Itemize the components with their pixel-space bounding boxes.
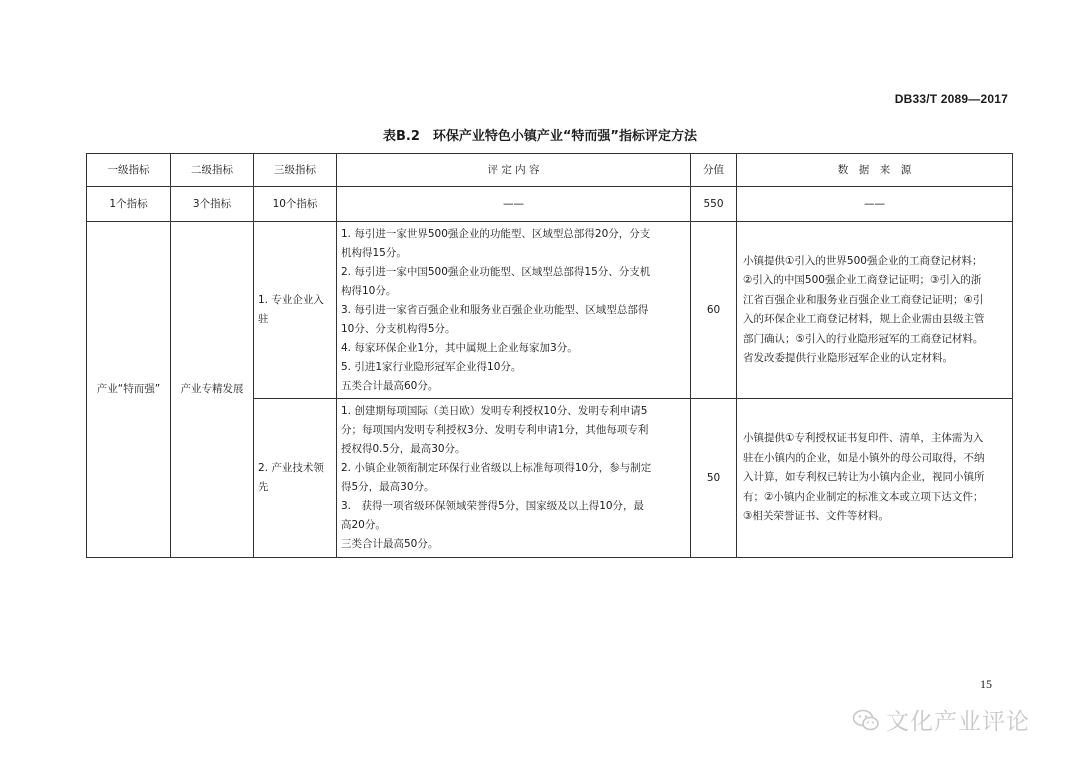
- count-content: ——: [337, 187, 691, 222]
- source-cell: [737, 399, 1013, 558]
- content-line: 1. 每引进一家世界500强企业的功能型、区域型总部得20分，分支: [341, 227, 651, 240]
- count-level3: 10个指标: [254, 187, 337, 222]
- header-level3: 三级指标: [254, 154, 337, 187]
- level1-cell: 产业“特而强”: [87, 222, 171, 558]
- table-title: 表B.2 环保产业特色小镇产业“特而强”指标评定方法: [383, 129, 697, 144]
- level3-line: 2. 产业技术领: [258, 462, 324, 474]
- level3-cell: [254, 222, 337, 399]
- source-line: 省发改委提供行业隐形冠军企业的认定材料。: [743, 352, 953, 364]
- document-code: DB33/T 2089—2017: [894, 92, 1008, 106]
- page-number: 15: [980, 677, 992, 691]
- content-line: 得5分，最高30分。: [341, 481, 435, 493]
- header-content: 评 定 内 容: [337, 154, 691, 187]
- content-line: 5. 引进1家行业隐形冠军企业得10分。: [341, 360, 522, 373]
- table-row: [87, 222, 1013, 399]
- content-line: 2. 小镇企业领衔制定环保行业省级以上标准每项得10分，参与制定: [341, 462, 652, 474]
- wechat-icon: [852, 708, 880, 732]
- header-level2: 二级指标: [171, 154, 254, 187]
- content-line: 4. 每家环保企业1分，其中属规上企业每家加3分。: [341, 341, 578, 354]
- content-line: 高20分。: [341, 519, 386, 531]
- source-line: ②引入的中国500强企业工商登记证明；③引入的浙: [743, 274, 982, 286]
- header-score: 分值: [691, 154, 737, 187]
- score-cell: 60: [691, 222, 737, 399]
- header-level1: 一级指标: [87, 154, 171, 187]
- content-cell: [337, 399, 691, 558]
- level2-cell: 产业专精发展: [171, 222, 254, 558]
- content-line: 五类合计最高60分。: [341, 379, 439, 392]
- content-line: 授权得0.5分，最高30分。: [341, 443, 466, 455]
- content-line: 分；每项国内发明专利授权3分、发明专利申请1分，其他每项专利: [341, 424, 649, 436]
- source-line: ③相关荣誉证书、文件等材料。: [743, 510, 889, 523]
- content-line: 3. 每引进一家省百强企业和服务业百强企业功能型、区域型总部得: [341, 303, 649, 316]
- source-line: 小镇提供①专利授权证书复印件、清单，主体需为入: [743, 432, 984, 445]
- content-line: 构得10分。: [341, 284, 397, 297]
- content-line: 2. 每引进一家中国500强企业功能型、区域型总部得15分、分支机: [341, 265, 651, 278]
- source-line: 驻在小镇内的企业，如是小镇外的母公司取得，不纳: [743, 451, 985, 464]
- source-line: 入计算，如专利权已转让为小镇内企业，视同小镇所: [743, 471, 985, 484]
- source-line: 小镇提供①引入的世界500强企业的工商登记材料；: [743, 254, 983, 267]
- count-source: ——: [737, 187, 1013, 222]
- content-line: 机构得15分。: [341, 246, 407, 259]
- table-header-row: [87, 154, 1013, 187]
- watermark: [852, 703, 1030, 736]
- level3-line: 驻: [258, 313, 269, 325]
- header-source: 数 据 来 源: [737, 154, 1013, 187]
- count-row: [87, 187, 1013, 222]
- source-line: 入的环保企业工商登记材料，规上企业需由县级主管: [743, 313, 985, 325]
- score-cell: 50: [691, 399, 737, 558]
- content-line: 10分、分支机构得5分。: [341, 322, 456, 335]
- level3-line: 1. 专业企业入: [258, 294, 324, 306]
- source-cell: [737, 222, 1013, 399]
- count-level1: 1个指标: [87, 187, 171, 222]
- content-line: 1. 创建期每项国际（美日欧）发明专利授权10分、发明专利申请5: [341, 405, 648, 417]
- watermark-text: 文化产业评论: [886, 709, 1030, 735]
- count-level2: 3个指标: [171, 187, 254, 222]
- indicator-table: [86, 153, 1013, 558]
- source-line: 部门确认；⑤引入的行业隐形冠军的工商登记材料。: [743, 332, 984, 345]
- level3-cell: [254, 399, 337, 558]
- content-line: 3. 获得一项省级环保领域荣誉得5分，国家级及以上得10分，最: [341, 500, 645, 512]
- source-line: 江省百强企业和服务业百强企业工商登记证明；④引: [743, 293, 984, 306]
- level3-line: 先: [258, 481, 269, 493]
- source-line: 有；②小镇内企业制定的标准文本或立项下达文件；: [743, 490, 984, 503]
- count-score: 550: [691, 187, 737, 222]
- content-cell: [337, 222, 691, 399]
- content-line: 三类合计最高50分。: [341, 538, 439, 550]
